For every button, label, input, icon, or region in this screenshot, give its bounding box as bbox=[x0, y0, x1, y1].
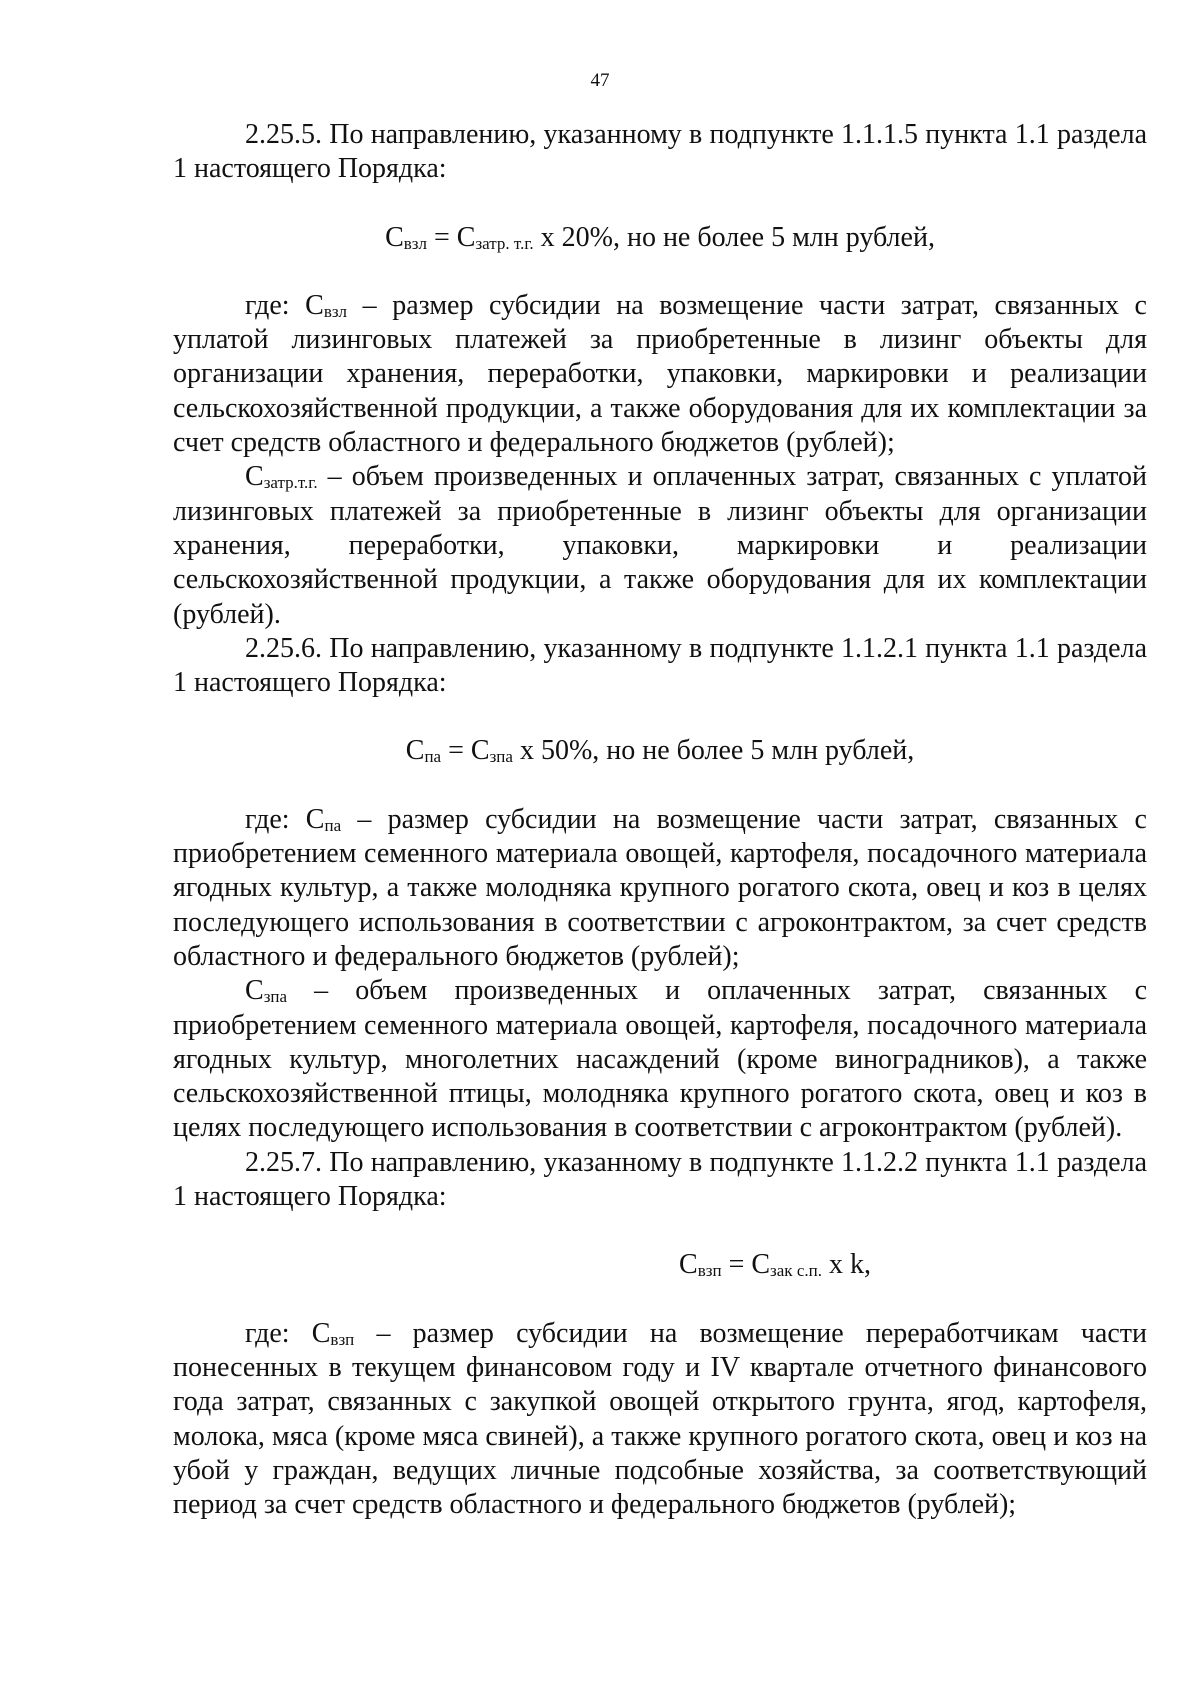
definition-lead: С bbox=[245, 975, 264, 1007]
section-2-25-6-intro: 2.25.6. По направлению, указанному в подпункте 1.1.2.1 пункта 1.1 раздела 1 настоящего Порядка: bbox=[173, 632, 1147, 699]
formula-lhs-subscript: взп bbox=[697, 1261, 722, 1281]
formula-lhs-subscript: па bbox=[424, 747, 442, 767]
formula-tail: х k, bbox=[821, 1249, 871, 1281]
page-number: 47 bbox=[590, 70, 610, 91]
formula-tail: х 50%, но не более 5 млн рублей, bbox=[512, 735, 915, 767]
definition-subscript: взл bbox=[323, 301, 348, 321]
definition-lead: где: С bbox=[245, 803, 325, 835]
formula-rhs-subscript: зак с.п. bbox=[770, 1261, 822, 1281]
definition-subscript: взп bbox=[330, 1329, 355, 1349]
formula-tail: х 20%, но не более 5 млн рублей, bbox=[533, 221, 935, 253]
formula-rhs: С bbox=[751, 1249, 771, 1281]
definition-text: – объем произведенных и оплаченных затрат, связанных с уплатой лизинговых платежей за приобретенные в лизинг объекты для организации хранения, переработки, упаковки, маркировки и реализации сельскохозяйственной продукции, а также оборудования для их комплектации (рублей). bbox=[173, 461, 1147, 630]
formula-rhs-subscript: затр. т.г. bbox=[475, 233, 534, 253]
formula-rhs-subscript: зпа bbox=[489, 747, 513, 767]
definition-text: – размер субсидии на возмещение части затрат, связанных с уплатой лизинговых платежей за приобретенные в лизинг объекты для организации хранения, переработки, упаковки, маркировки и реализации сельскохозяйственной продукции, а также оборудования для их комплектации за счет средств областного и федерального бюджетов (рублей); bbox=[173, 289, 1147, 459]
formula-2-25-7 bbox=[173, 1248, 1147, 1282]
definition-lead: где: С bbox=[245, 289, 324, 321]
formula-equals: = bbox=[441, 735, 471, 767]
section-2-25-7-intro: 2.25.7. По направлению, указанному в подпункте 1.1.2.2 пункта 1.1 раздела 1 настоящего Порядка: bbox=[173, 1146, 1147, 1213]
formula-equals: = bbox=[721, 1249, 752, 1281]
definition-subscript: зпа bbox=[263, 987, 288, 1007]
definition-text: – размер субсидии на возмещение части затрат, связанных с приобретением семенного материала овощей, картофеля, посадочного материала ягодных культур, а также молодняка крупного рогатого скота, овец и коз в целях последующего использования в соответствии с агроконтрактом, за счет средств областного и федерального бюджетов (рублей); bbox=[173, 803, 1147, 972]
definition-paragraph bbox=[173, 803, 1147, 974]
formula-rhs: С bbox=[456, 221, 476, 253]
section-2-25-5-intro: 2.25.5. По направлению, указанному в подпункте 1.1.1.5 пункта 1.1 раздела 1 настоящего Порядка: bbox=[173, 119, 1147, 185]
definition-lead: где: С bbox=[245, 1317, 331, 1349]
formula-lhs: С bbox=[405, 735, 425, 767]
formula-lhs: С bbox=[385, 221, 404, 253]
definition-text: – объем произведенных и оплаченных затрат, связанных с приобретением семенного материала овощей, картофеля, посадочного материала ягодных культур, многолетних насаждений (кроме виноградников), а также сельскохозяйственной птицы, молодняка крупного рогатого скота, овец и коз в целях последующего использования в соответствии с агроконтрактом (рублей). bbox=[173, 975, 1147, 1144]
definition-subscript: па bbox=[324, 815, 342, 835]
document-body bbox=[173, 118, 1147, 1522]
definition-paragraph bbox=[173, 974, 1147, 1145]
formula-equals: = bbox=[426, 221, 457, 253]
definition-text: – размер субсидии на возмещение переработчикам части понесенных в текущем финансовом году и IV квартале отчетного финансового года затрат, связанных с закупкой овощей открытого грунта, ягод, картофеля, молока, мяса (кроме мяса свиней), а также крупного рогатого скота, овец и коз на убой у граждан, ведущих личные подсобные хозяйства, за соответствующий период за счет средств областного и федерального бюджетов (рублей); bbox=[173, 1317, 1148, 1521]
formula-lhs: С bbox=[679, 1249, 698, 1281]
formula-2-25-6 bbox=[173, 734, 1147, 768]
formula-rhs: С bbox=[470, 735, 490, 767]
formula-lhs-subscript: взл bbox=[403, 233, 427, 253]
definition-subscript: затр.т.г. bbox=[263, 473, 318, 493]
formula-2-25-5 bbox=[173, 221, 1147, 255]
definition-lead: С bbox=[245, 461, 264, 493]
definition-paragraph bbox=[173, 1317, 1147, 1523]
definition-paragraph bbox=[173, 289, 1147, 460]
definition-paragraph bbox=[173, 460, 1147, 631]
